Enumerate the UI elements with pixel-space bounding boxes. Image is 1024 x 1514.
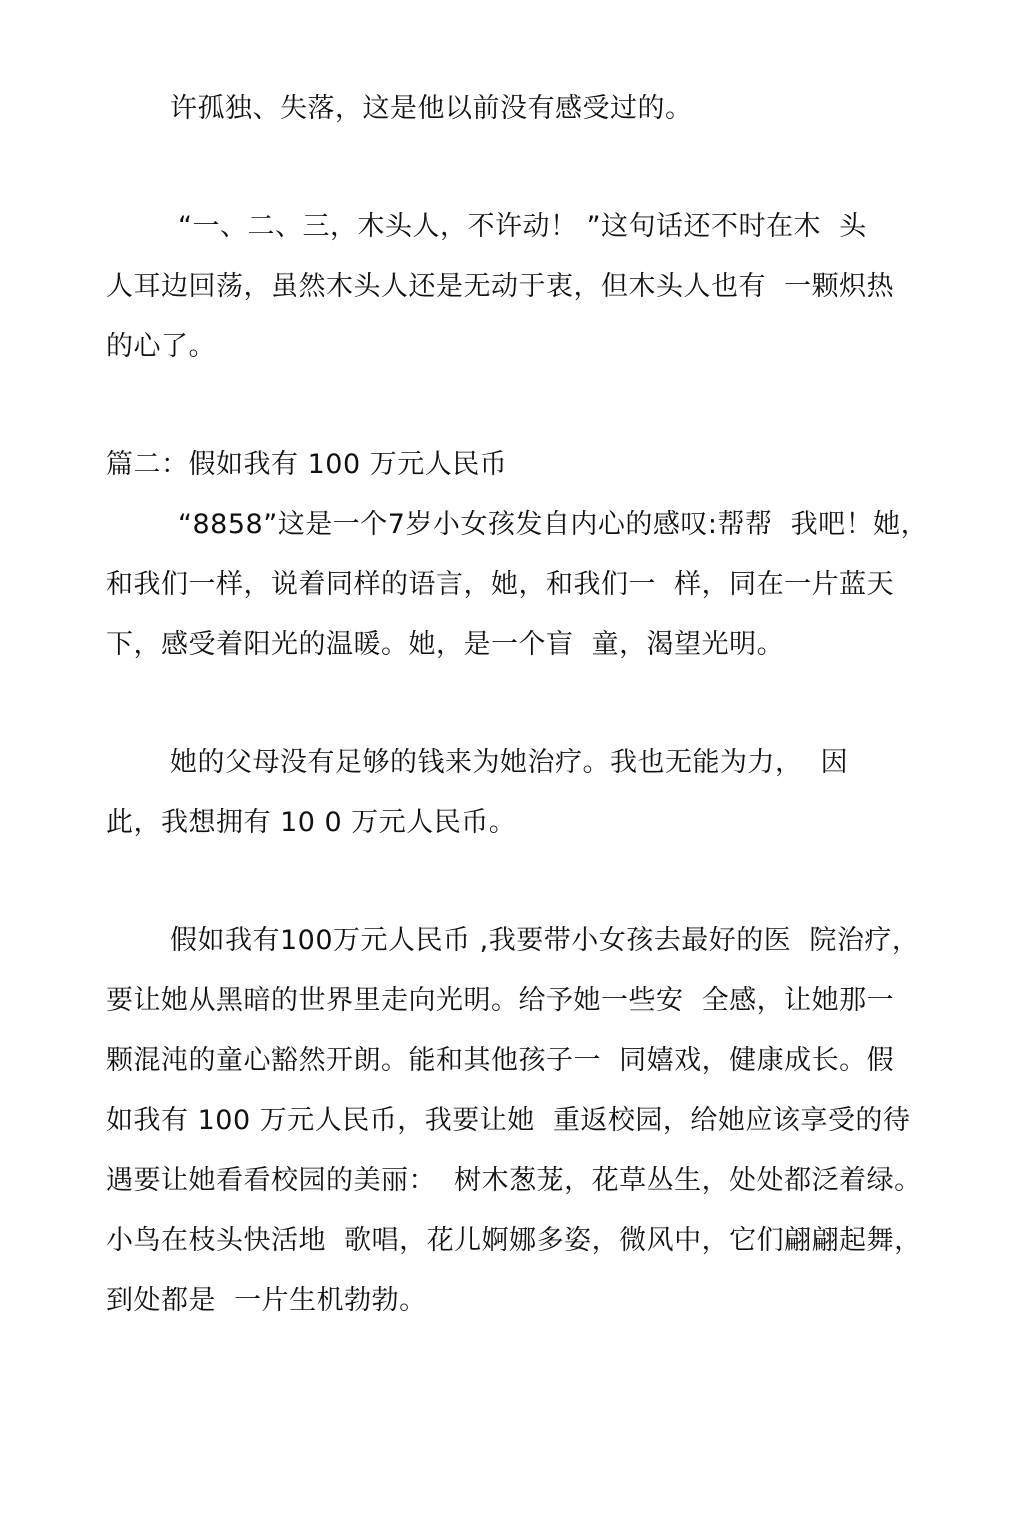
paragraph-3-line-3: 下，感受着阳光的温暖。她，是一个盲 童，渴望光明。	[106, 629, 785, 660]
paragraph-4-line-2: 此，我想拥有 10 0 万元人民币。	[106, 807, 517, 838]
paragraph-5-line-7: 到处都是 一片生机勃勃。	[106, 1285, 427, 1316]
paragraph-4-line-1: 她的父母没有足够的钱来为她治疗。我也无能为力， 因	[170, 747, 849, 778]
paragraph-5-line-3: 颗混沌的童心豁然开朗。能和其他孩子一 同嬉戏，健康成长。假	[106, 1045, 895, 1076]
paragraph-3-line-1: “8858”这是一个7岁小女孩发自内心的感叹:帮帮 我吧！她，	[178, 509, 929, 540]
paragraph-5-line-6: 小鸟在枝头快活地 歌唱，花儿婀娜多姿，微风中，它们翩翩起舞，	[106, 1225, 922, 1256]
paragraph-5-line-1: 假如我有100万元人民币 ,我要带小女孩去最好的医 院治疗，	[170, 925, 920, 956]
paragraph-5-line-4: 如我有 100 万元人民币，我要让她 重返校园，给她应该享受的待	[106, 1105, 911, 1136]
paragraph-5-line-2: 要让她从黑暗的世界里走向光明。给予她一些安 全感，让她那一	[106, 985, 895, 1016]
paragraph-2-line-1: “一、二、三，木头人，不许动！ ”这句话还不时在木 头	[178, 211, 867, 242]
paragraph-2-line-2: 人耳边回荡，虽然木头人还是无动于衷，但木头人也有 一颗炽热	[106, 271, 895, 302]
paragraph-1-line-1: 许孤独、失落，这是他以前没有感受过的。	[170, 93, 693, 124]
paragraph-3-line-2: 和我们一样，说着同样的语言，她，和我们一 样，同在一片蓝天	[106, 569, 895, 600]
paragraph-2-line-3: 的心了。	[106, 331, 216, 362]
paragraph-5-line-5: 遇要让她看看校园的美丽： 树木葱茏，花草丛生，处处都泛着绿。	[106, 1165, 922, 1196]
section-heading: 篇二：假如我有 100 万元人民币	[106, 449, 508, 480]
